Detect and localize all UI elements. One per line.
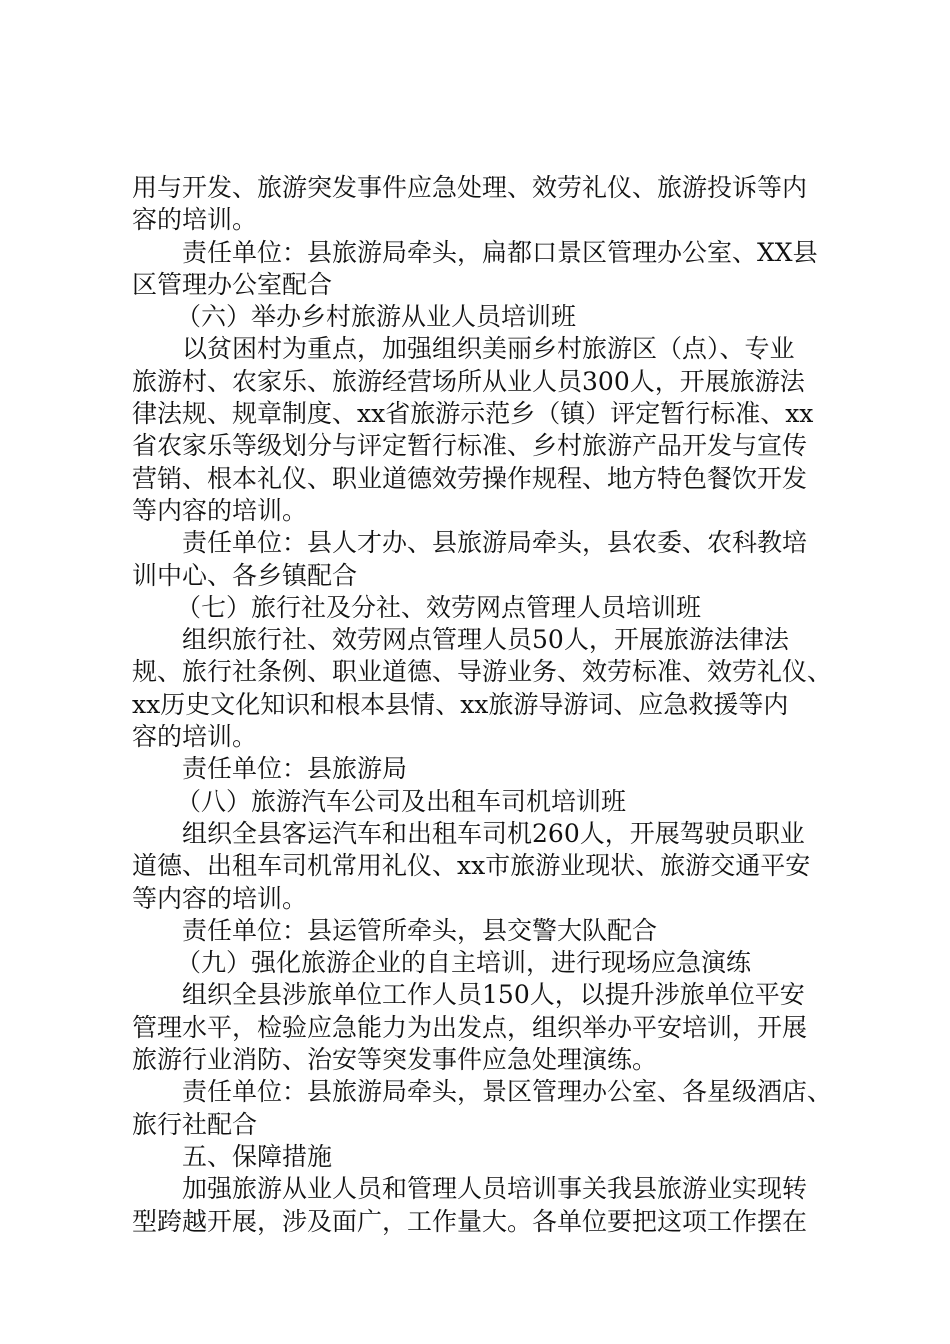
body-line: 旅游行业消防、治安等突发事件应急处理演练。 xyxy=(132,1045,658,1075)
section-heading-9: （九）强化旅游企业的自主培训，进行现场应急演练 xyxy=(176,948,752,978)
body-line: 营销、根本礼仪、职业道德效劳操作规程、地方特色餐饮开发 xyxy=(132,463,808,493)
body-line: 等内容的培训。 xyxy=(132,883,308,913)
body-line: 容的培训。 xyxy=(132,722,258,752)
body-line: 省农家乐等级划分与评定暂行标准、乡村旅游产品开发与宣传 xyxy=(132,431,808,461)
body-line: 规、旅行社条例、职业道德、导游业务、效劳标准、效劳礼仪、 xyxy=(132,657,833,687)
body-line: 型跨越开展，涉及面广，工作量大。各单位要把这项工作摆在 xyxy=(132,1206,808,1236)
body-line: 容的培训。 xyxy=(132,205,258,235)
section-heading-7: （七）旅行社及分社、效劳网点管理人员培训班 xyxy=(176,592,702,622)
body-line: 律法规、规章制度、xx省旅游示范乡（镇）评定暂行标准、xx xyxy=(132,399,814,429)
section-heading-5: 五、保障措施 xyxy=(182,1141,333,1171)
responsibility-line: 责任单位：县运管所牵头，县交警大队配合 xyxy=(182,915,658,945)
section-heading-8: （八）旅游汽车公司及出租车司机培训班 xyxy=(176,786,627,816)
responsibility-line: 责任单位：县旅游局牵头，扁都口景区管理办公室、XX县 xyxy=(182,237,818,267)
responsibility-line: 责任单位：县人才办、县旅游局牵头，县农委、农科教培 xyxy=(182,528,808,558)
body-line: 管理水平，检验应急能力为出发点，组织举办平安培训，开展 xyxy=(132,1012,808,1042)
body-line: 组织全县涉旅单位工作人员150人，以提升涉旅单位平安 xyxy=(182,980,805,1010)
body-line: 以贫困村为重点，加强组织美丽乡村旅游区（点）、专业 xyxy=(182,334,795,364)
responsibility-line: 责任单位：县旅游局牵头，景区管理办公室、各星级酒店、 xyxy=(182,1077,833,1107)
body-line: 道德、出租车司机常用礼仪、xx市旅游业现状、旅游交通平安 xyxy=(132,851,811,881)
body-line: 区管理办公室配合 xyxy=(132,269,333,299)
body-line: 训中心、各乡镇配合 xyxy=(132,560,358,590)
body-line: 等内容的培训。 xyxy=(132,495,308,525)
section-heading-6: （六）举办乡村旅游从业人员培训班 xyxy=(176,302,577,332)
body-line: 旅行社配合 xyxy=(132,1109,258,1139)
body-line: 加强旅游从业人员和管理人员培训事关我县旅游业实现转 xyxy=(182,1174,808,1204)
body-line: xx历史文化知识和根本县情、xx旅游导游词、应急救援等内 xyxy=(132,689,789,719)
body-line: 旅游村、农家乐、旅游经营场所从业人员300人，开展旅游法 xyxy=(132,366,805,396)
document-body xyxy=(132,172,842,1238)
body-line: 组织旅行社、效劳网点管理人员50人，开展旅游法律法 xyxy=(182,625,789,655)
body-line: 组织全县客运汽车和出租车司机260人，开展驾驶员职业 xyxy=(182,818,805,848)
responsibility-line: 责任单位：县旅游局 xyxy=(182,754,408,784)
body-line: 用与开发、旅游突发事件应急处理、效劳礼仪、旅游投诉等内 xyxy=(132,173,808,202)
